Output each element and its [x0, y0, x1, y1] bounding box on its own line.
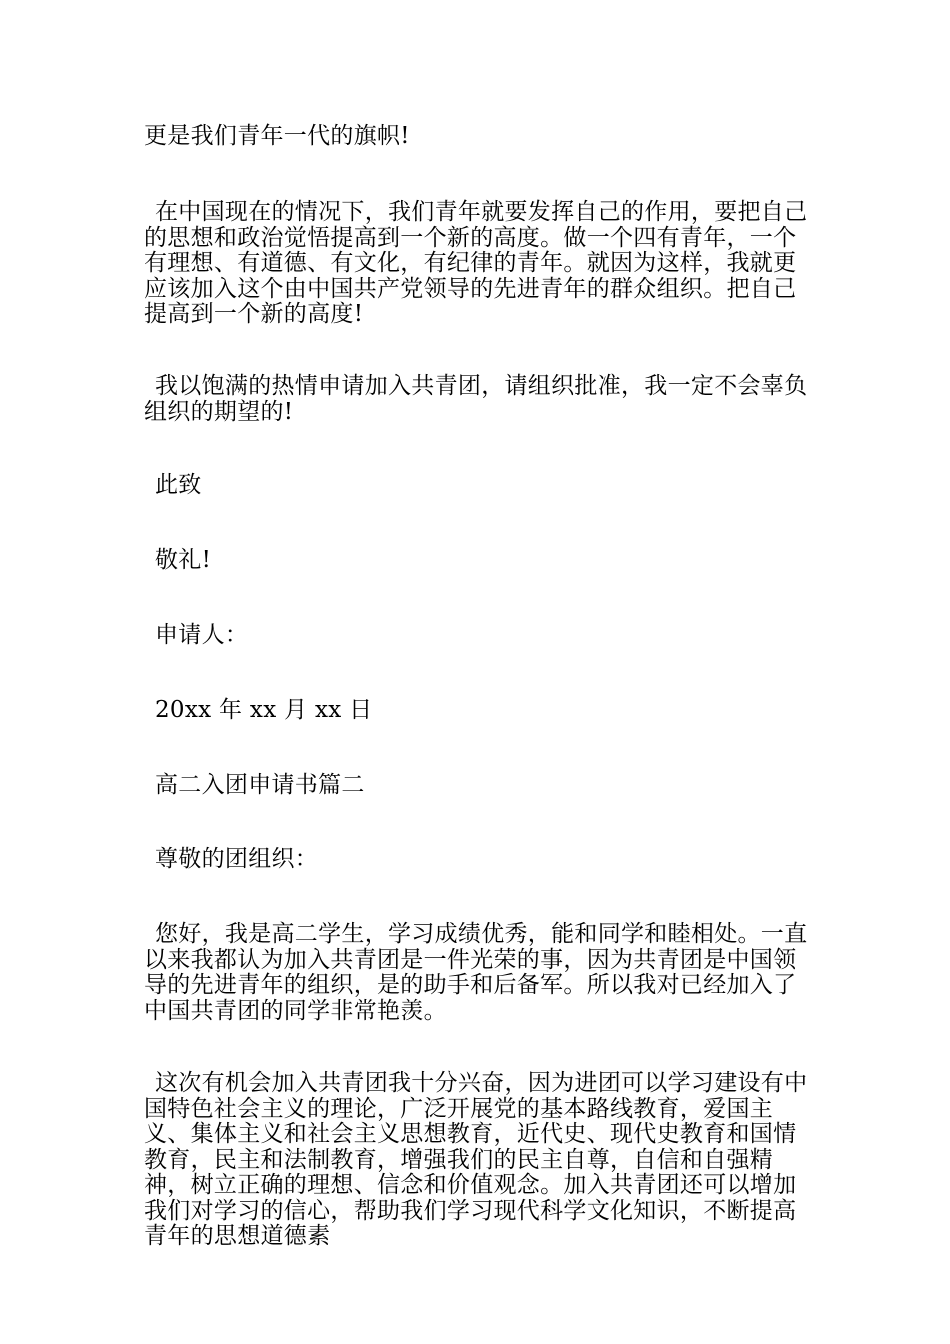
salutation-jingli: 敬礼!: [155, 547, 212, 573]
paragraph-youth-role: 在中国现在的情况下，我们青年就要发挥自己的作用，要把自己的思想和政治觉悟提高到一个新的高度。做一个四有青年，一个有理想、有道德、有文化，有纪律的青年。就因为这样，我就更应该加入这个由中国共产党领导的先进青年的群众组织。把自己提高到一个新的高度!: [144, 199, 808, 327]
section-title: 高二入团申请书篇二: [155, 772, 365, 798]
greeting-line: 尊敬的团组织：: [155, 846, 319, 872]
paragraph-application: 我以饱满的热情申请加入共青团，请组织批准，我一定不会辜负组织的期望的!: [144, 373, 808, 425]
paragraph-introduction: 您好，我是高二学生，学习成绩优秀，能和同学和睦相处。一直以来我都认为加入共青团是一件光荣的事，因为共青团是中国领导的先进青年的组织，是的助手和后备军。所以我对已经加入了中国共青团的同学非常艳羡。: [144, 921, 808, 1024]
date-line: 20xx 年 xx 月 xx 日: [155, 697, 373, 723]
paragraph-flag-line: 更是我们青年一代的旗帜!: [144, 123, 410, 149]
applicant-label: 申请人：: [155, 622, 249, 648]
salutation-cizhi: 此致: [155, 472, 202, 498]
paragraph-motivation: 这次有机会加入共青团我十分兴奋，因为进团可以学习建设有中国特色社会主义的理论，广泛开展党的基本路线教育，爱国主义、集体主义和社会主义思想教育，近代史、现代史教育和国情教育，民主和法制教育，增强我们的民主自尊，自信和自强精神，树立正确的理想、信念和价值观念。加入共青团还可以增加我们对学习的信心，帮助我们学习现代科学文化知识，不断提高青年的思想道德素: [144, 1070, 808, 1249]
